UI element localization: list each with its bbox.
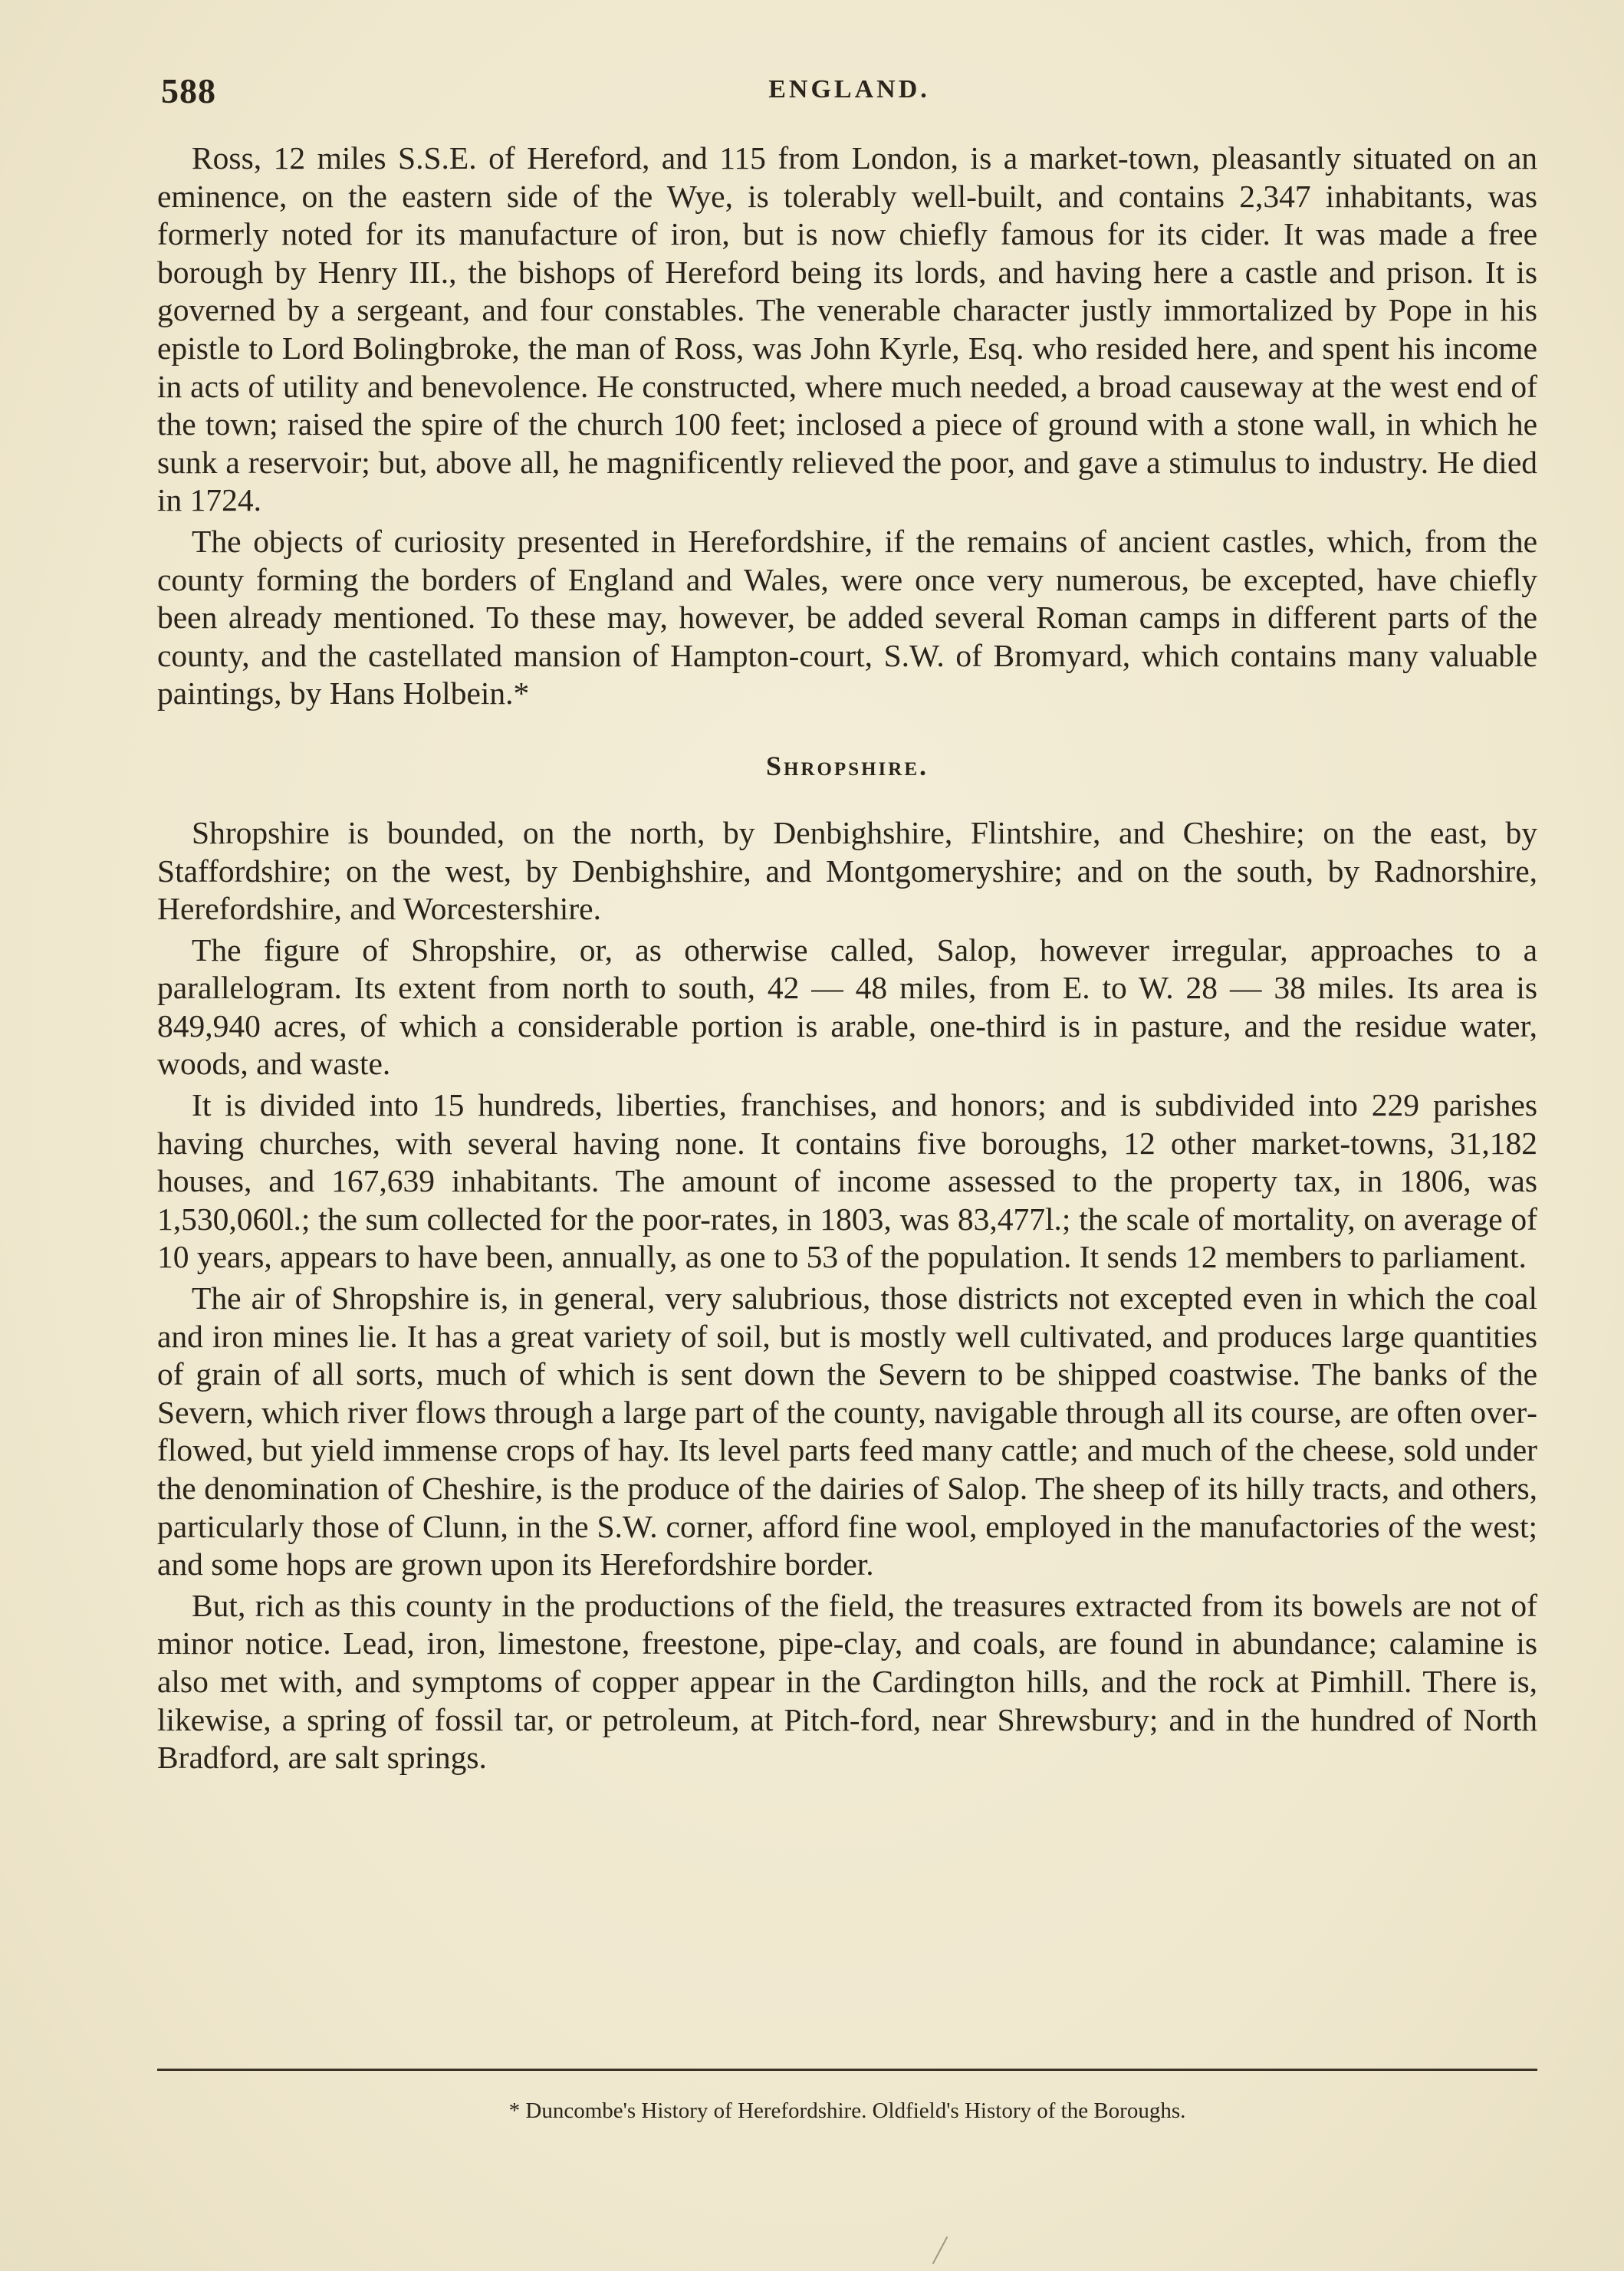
paragraph-shropshire-bounds: Shropshire is bounded, on the north, by Denbighshire, Flintshire, and Cheshire; on the east, by Staffordshire; on the west, by Denbighshire, and Montgomeryshire; and on the south, by Radnorshire, Herefordshire, and Worcestershire.	[157, 814, 1537, 927]
paragraph-shropshire-air-soil: The air of Shropshire is, in general, very salubrious, those districts not excepted even in which the coal and iron mines lie. It has a great variety of soil, but is mostly well cultivated, and produces large quantities of grain of all sorts, much of which is sent down the Severn to be shipped coastwise. The banks of the Severn, which river flows through a large part of the county, navigable through all its course, are often overflowed, but yield immense crops of hay. Its level parts feed many cattle; and much of the cheese, sold under the denomination of Cheshire, is the produce of the dairies of Salop. The sheep of its hilly tracts, and others, particularly those of Clunn, in the S.W. corner, afford fine wool, employed in the manufactories of the west; and some hops are grown upon its Herefordshire border.	[157, 1280, 1537, 1582]
footnote-divider	[157, 2069, 1537, 2071]
paragraph-shropshire-minerals: But, rich as this county in the productions of the field, the treasures extracted from its bowels are not of minor notice. Lead, iron, limestone, freestone, pipe-clay, and coals, are found in abundance; calamine is also met with, and symptoms of copper appear in the Cardington hills, and the rock at Pimhill. There is, likewise, a spring of fossil tar, or petroleum, at Pitch-ford, near Shrewsbury; and in the hundred of North Bradford, are salt springs.	[157, 1587, 1537, 1776]
body-text	[157, 140, 1537, 1780]
footnote: * Duncombe's History of Herefordshire. Oldfield's History of the Boroughs.	[508, 2098, 1186, 2123]
paragraph-shropshire-figure: The figure of Shropshire, or, as otherwise called, Salop, however irregular, approaches to a parallelogram. Its extent from north to south, 42 — 48 miles, from E. to W. 28 — 38 miles. Its area is 849,940 acres, of which a considerable portion is arable, one-third is in pasture, and the residue water, woods, and waste.	[157, 932, 1537, 1082]
paragraph-herefordshire-curiosities: The objects of curiosity presented in Herefordshire, if the remains of ancient castles, which, from the county forming the borders of England and Wales, were once very numerous, be excepted, have chiefly been already mentioned. To these may, however, be added several Roman camps in different parts of the county, and the castellated mansion of Hampton-court, S.W. of Bromyard, which contains many valuable paintings, by Hans Holbein.*	[157, 523, 1537, 712]
paragraph-ross: Ross, 12 miles S.S.E. of Hereford, and 115 from London, is a market-town, pleasantly situated on an eminence, on the eastern side of the Wye, is tolerably well-built, and contains 2,347 inhabitants, was formerly noted for its manufacture of iron, but is now chiefly famous for its cider. It was made a free borough by Henry III., the bishops of Hereford being its lords, and having here a castle and prison. It is governed by a sergeant, and four constables. The venerable character justly immortalized by Pope in his epistle to Lord Bolingbroke, the man of Ross, was John Kyrle, Esq. who resided here, and spent his income in acts of utility and benevolence. He constructed, where much needed, a broad causeway at the west end of the town; raised the spire of the church 100 feet; inclosed a piece of ground with a stone wall, in which he sunk a reservoir; but, above all, he magnificently relieved the poor, and gave a stimulus to industry. He died in 1724.	[157, 140, 1537, 518]
section-heading-shropshire: Shropshire.	[765, 750, 929, 781]
paragraph-shropshire-divisions: It is divided into 15 hundreds, liberties, franchises, and honors; and is subdivided into 229 parishes having churches, with several having none. It contains five boroughs, 12 other market-towns, 31,182 houses, and 167,639 inhabitants. The amount of income assessed to the property tax, in 1806, was 1,530,060l.; the sum collected for the poor-rates, in 1803, was 83,477l.; the scale of mortality, on average of 10 years, appears to have been, annually, as one to 53 of the population. It sends 12 members to parliament.	[157, 1087, 1537, 1275]
page-number: 588	[161, 71, 216, 110]
running-title: ENGLAND.	[768, 75, 930, 104]
ink-mark	[932, 2236, 948, 2264]
page-header	[161, 71, 1537, 117]
